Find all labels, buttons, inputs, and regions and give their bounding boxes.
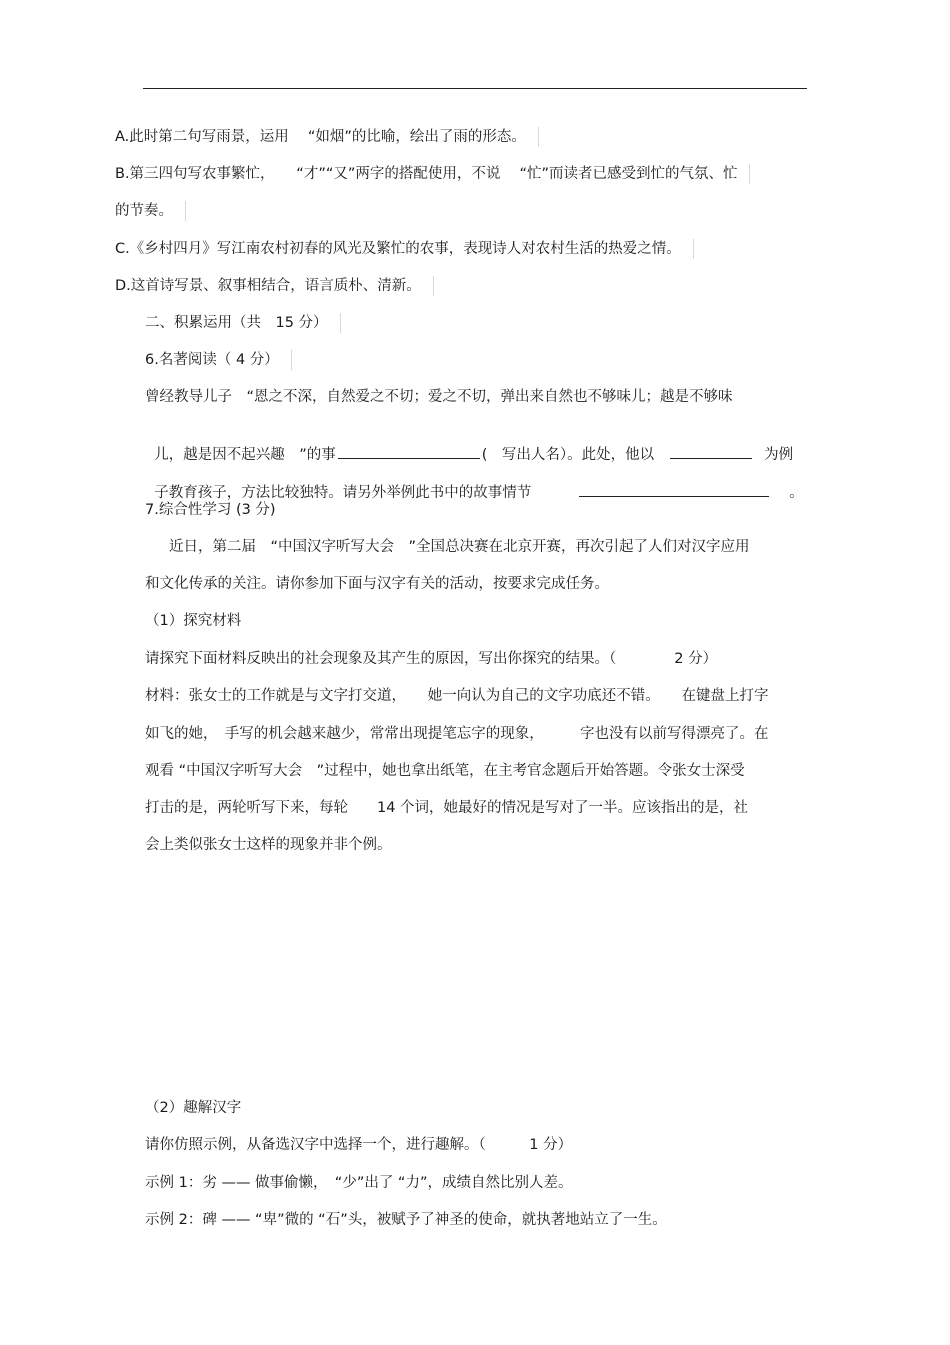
example-2: 示例 2：碑 —— “卑”微的 “石”头，被赋予了神圣的使命，就执著地站立了一生。 bbox=[145, 1212, 667, 1228]
answer-blank-name[interactable] bbox=[338, 444, 480, 459]
q7-title: 7.综合性学习 (3 分) bbox=[145, 502, 276, 518]
header-rule bbox=[143, 88, 807, 89]
q6-line2 bbox=[145, 424, 793, 465]
q6-line2-text-b: ( 写出人名）。此处，他以 bbox=[481, 447, 655, 463]
example-1: 示例 1：劣 —— 做事偷懒， “少”出了 “力”，成绩自然比别人差。 bbox=[145, 1175, 573, 1191]
part2-prompt: 请你仿照示例，从备选汉字中选择一个，进行趣解。（ 1 分） bbox=[145, 1137, 573, 1153]
q7-intro1: 近日，第二届 “中国汉字听写大会 ”全国总决赛在北京开赛，再次引起了人们对汉字应用 bbox=[169, 539, 750, 555]
option-c: C.《乡村四月》写江南农村初春的风光及繁忙的农事，表现诗人对农村生活的热爱之情。 bbox=[115, 239, 694, 259]
material-line: 观看 “中国汉字听写大会 ”过程中，她也拿出纸笔，在主考官念题后开始答题。令张女士深受 bbox=[145, 763, 745, 779]
material-line: 如飞的她， 手写的机会越来越少，常常出现提笔忘字的现象， 字也没有以前写得漂亮了。在 bbox=[145, 726, 769, 742]
option-a: A.此时第二句写雨景，运用 “如烟”的比喻，绘出了雨的形态。 bbox=[115, 127, 539, 147]
q6-line1: 曾经教导儿子 “恩之不深，自然爱之不切；爱之不切，弹出来自然也不够味儿；越是不够味 bbox=[145, 389, 733, 405]
answer-blank-story[interactable] bbox=[579, 482, 769, 497]
part1-title: （1）探究材料 bbox=[145, 613, 242, 629]
option-d: D.这首诗写景、叙事相结合，语言质朴、清新。 bbox=[115, 276, 434, 296]
option-b-line2: 的节奏。 bbox=[115, 201, 186, 221]
q7-intro2: 和文化传承的关注。请你参加下面与汉字有关的活动，按要求完成任务。 bbox=[145, 576, 609, 592]
q6-line2-text-c: 为例 bbox=[764, 447, 794, 463]
answer-blank-example[interactable] bbox=[670, 444, 752, 459]
section-heading: 二、积累运用（共 15 分） bbox=[145, 313, 341, 333]
q6-line3 bbox=[145, 462, 804, 503]
material-line: 材料：张女士的工作就是与文字打交道， 她一向认为自己的文字功底还不错。 在键盘上打字 bbox=[145, 688, 769, 704]
q6-line3-end: 。 bbox=[789, 485, 804, 501]
material-line: 打击的是，两轮听写下来，每轮 14 个词，她最好的情况是写对了一半。应该指出的是，社 bbox=[145, 800, 749, 816]
q6-title: 6.名著阅读（ 4 分） bbox=[145, 350, 292, 370]
q6-line2-text-a: 儿，越是因不起兴趣 ”的事 bbox=[154, 447, 336, 463]
part2-title: （2）趣解汉字 bbox=[145, 1100, 242, 1116]
material-line: 会上类似张女士这样的现象并非个例。 bbox=[145, 837, 392, 853]
part1-prompt: 请探究下面材料反映出的社会现象及其产生的原因，写出你探究的结果。（ 2 分） bbox=[145, 651, 718, 667]
option-b-line1: B.第三四句写农事繁忙， “才”“又”两字的搭配使用，不说 “忙”而读者已感受到忙的气氛、忙 bbox=[115, 164, 750, 184]
q6-line3-text: 子教育孩子，方法比较独特。请另外举例此书中的故事情节 bbox=[154, 485, 532, 501]
